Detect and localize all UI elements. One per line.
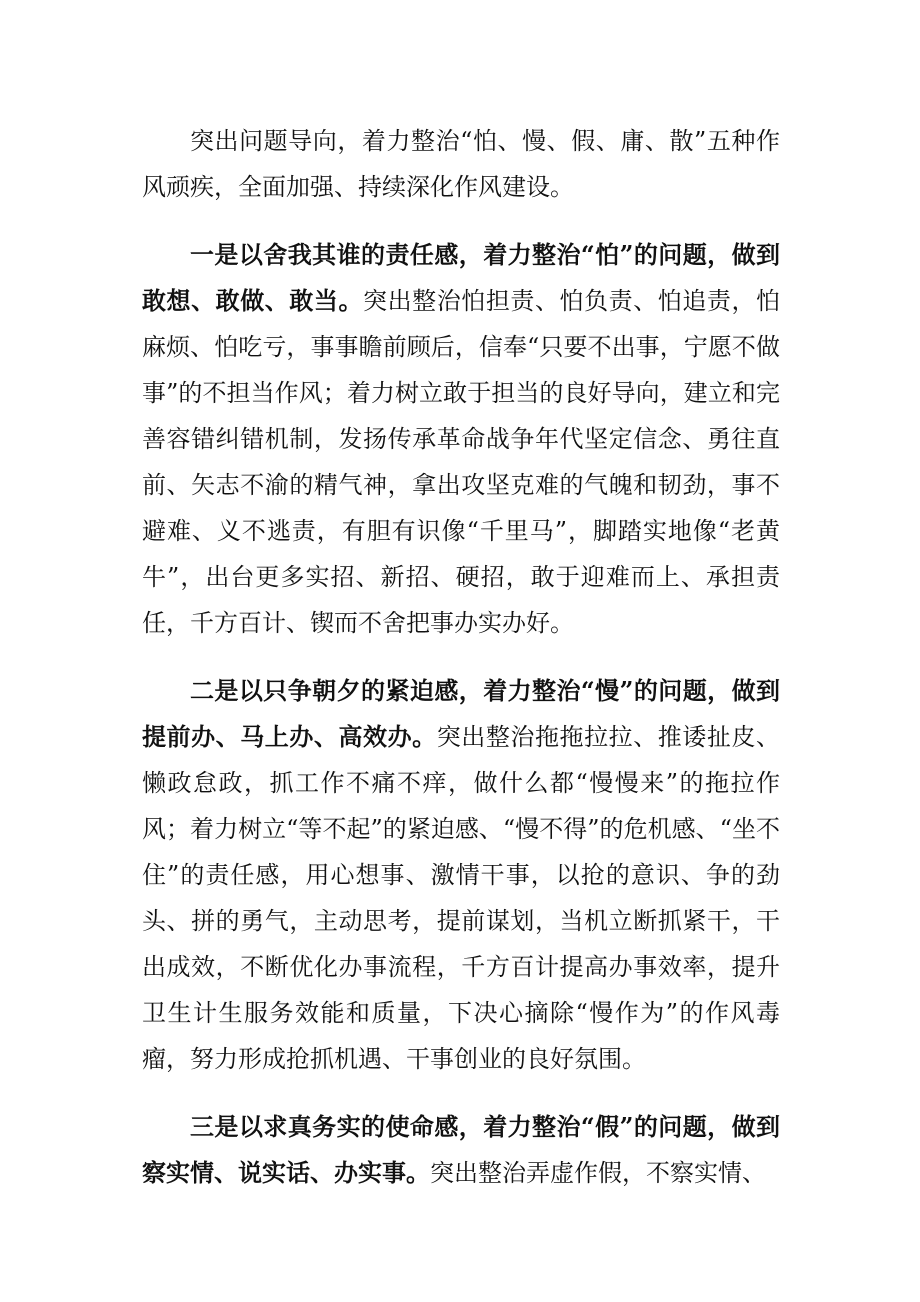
document-page xyxy=(142,118,780,1218)
section-paragraph-3 xyxy=(142,1104,780,1196)
section-body-1: 突出整治怕担责、怕负责、怕追责，怕麻烦、怕吃亏，事事瞻前顾后，信奉“只要不出事，宁愿不做事”的不担当作风；着力树立敢于担当的良好导向，建立和完善容错纠错机制，发扬传承革命战争年代坚定信念、勇往直前、矢志不渝的精气神，拿出攻坚克难的气魄和韧劲，事不避难、义不逃责，有胆有识像“千里马”，脚踏实地像“老黄牛”，出台更多实招、新招、硬招，敢于迎难而上、承担责任，千方百计、锲而不舍把事办实办好。 xyxy=(142,287,781,637)
section-lead-1: 一是以舍我其谁的责任感，着力整治“怕”的问题，做到敢想、敢做、敢当。 xyxy=(142,240,780,315)
section-lead-3: 三是以求真务实的使命感，着力整治“假”的问题，做到察实情、说实话、办实事。 xyxy=(142,1112,780,1187)
intro-paragraph: 突出问题导向，着力整治“怕、慢、假、庸、散”五种作风顽疾，全面加强、持续深化作风建设。 xyxy=(142,127,780,201)
section-lead-2: 二是以只争朝夕的紧迫感，着力整治“慢”的问题，做到提前办、马上办、高效办。 xyxy=(142,676,780,751)
section-paragraph-1 xyxy=(142,232,780,646)
section-body-3: 突出整治弄虚作假，不察实情、 xyxy=(430,1159,766,1187)
section-paragraph-2 xyxy=(142,668,780,1082)
section-body-2: 突出整治拖拖拉拉、推诿扯皮、懒政怠政，抓工作不痛不痒，做什么都“慢慢来”的拖拉作风；着力树立“等不起”的紧迫感、“慢不得”的危机感、“坐不住”的责任感，用心想事、激情干事，以抢的意识、争的劲头、拼的勇气，主动思考，提前谋划，当机立断抓紧干，干出成效，不断优化办事流程，千方百计提高办事效率，提升卫生计生服务效能和质量，下决心摘除“慢作为”的作风毒瘤，努力形成抢抓机遇、干事创业的良好氛围。 xyxy=(142,723,781,1073)
